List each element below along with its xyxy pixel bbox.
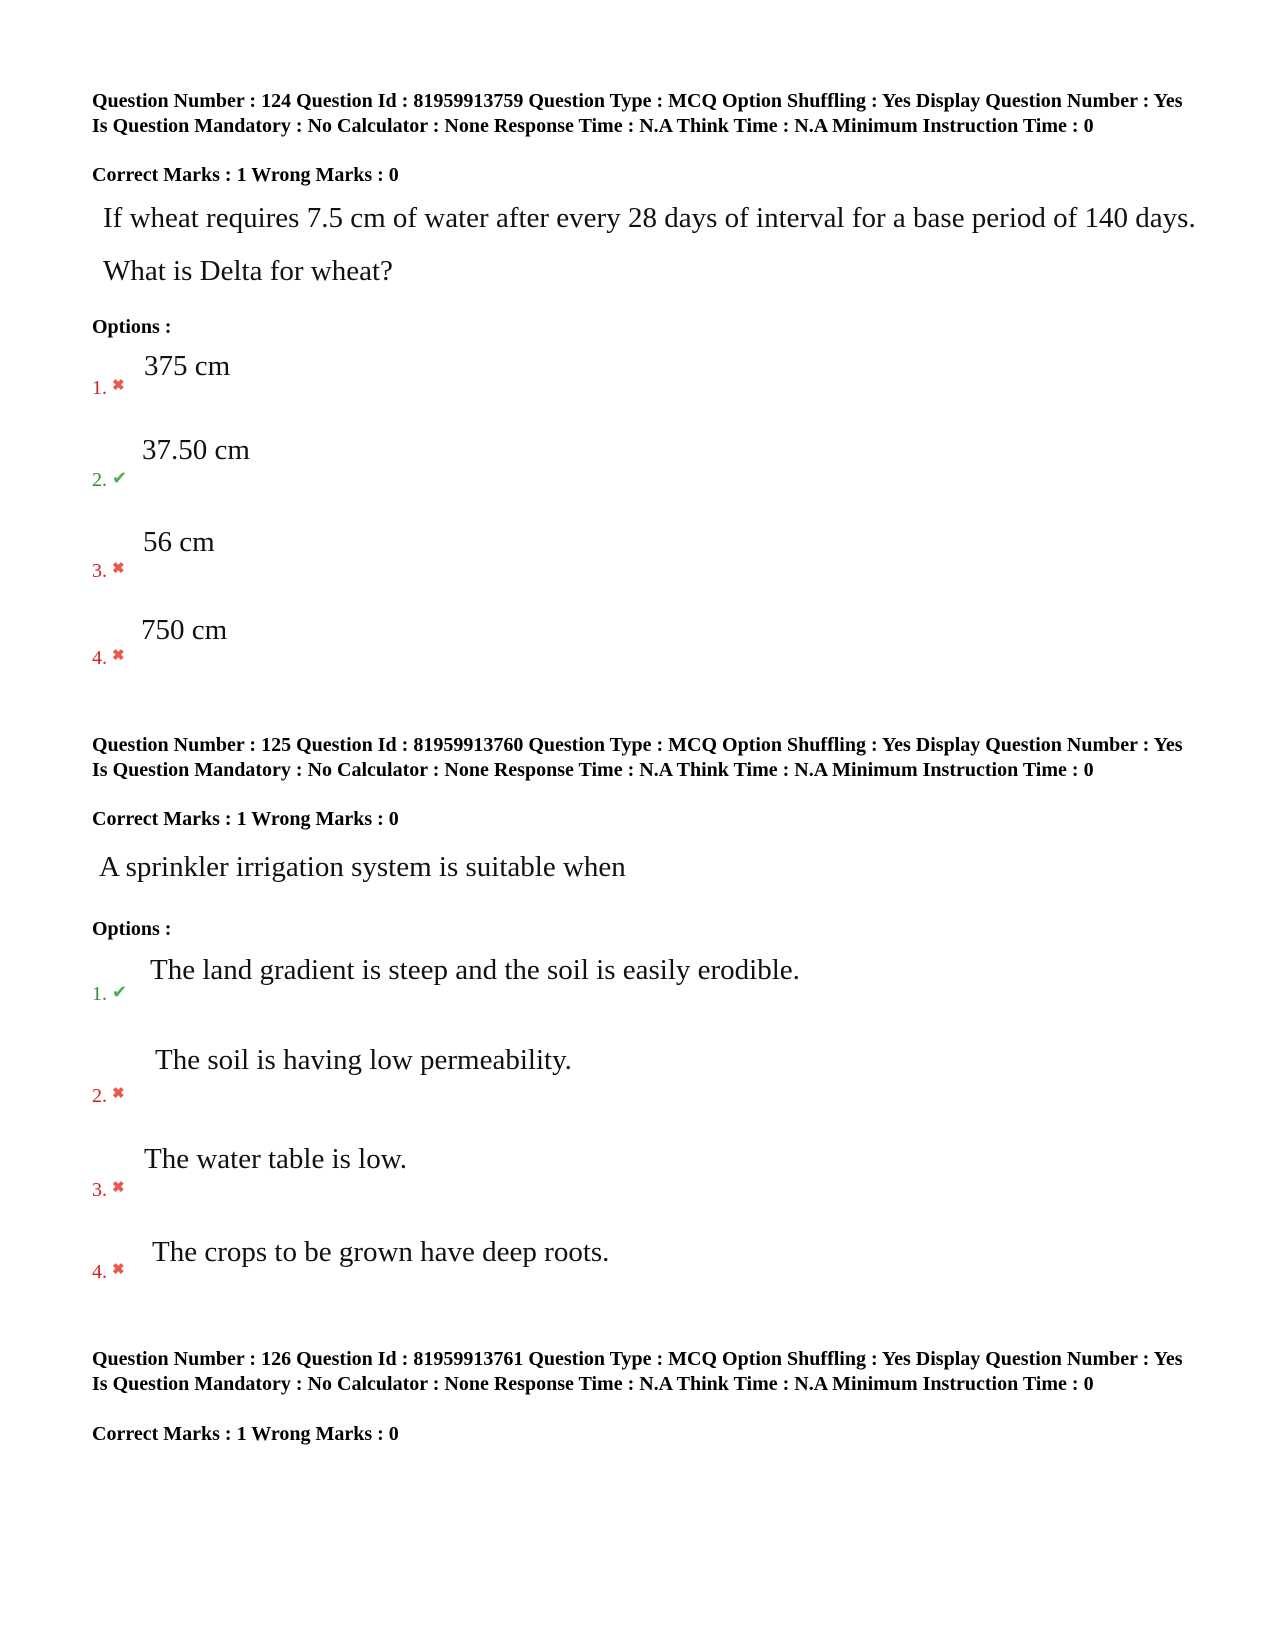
question-marks: Correct Marks : 1 Wrong Marks : 0 [92, 808, 399, 830]
option-text: The land gradient is steep and the soil is easily erodible. [150, 954, 800, 986]
question-meta: Question Number : 125 Question Id : 81959913760 Question Type : MCQ Option Shuffling : Yes Display Question Number : Yes Is Question Mandatory : No Calculator : None Response Time : N.A Think Time : N.A Minimum Instruction Time : 0 [92, 734, 1183, 781]
question-marks: Correct Marks : 1 Wrong Marks : 0 [92, 1423, 399, 1445]
option-text: 750 cm [141, 614, 228, 646]
check-icon: ✔ [112, 468, 128, 488]
option-number: 3. ✖ [92, 1179, 125, 1201]
check-icon: ✔ [112, 982, 128, 1002]
options-label: Options : [92, 918, 172, 940]
options-label: Options : [92, 316, 172, 338]
cross-icon: ✖ [112, 648, 125, 664]
question-marks: Correct Marks : 1 Wrong Marks : 0 [92, 164, 399, 186]
question-text: If wheat requires 7.5 cm of water after every 28 days of interval for a base period of 140 days. What is Delta for wheat? [103, 202, 1196, 287]
option-number: 2. ✖ [92, 1085, 125, 1107]
option-text: The water table is low. [144, 1143, 408, 1175]
cross-icon: ✖ [112, 1180, 125, 1196]
option-number: 1. ✖ [92, 377, 125, 399]
option-number: 4. ✖ [92, 1261, 125, 1283]
cross-icon: ✖ [112, 378, 125, 394]
option-number: 1. ✔ [92, 982, 128, 1005]
question-text: A sprinkler irrigation system is suitable when [99, 851, 626, 883]
option-number: 4. ✖ [92, 647, 125, 669]
option-number: 3. ✖ [92, 560, 125, 582]
option-text: The crops to be grown have deep roots. [152, 1236, 610, 1268]
cross-icon: ✖ [112, 1262, 125, 1278]
question-meta: Question Number : 124 Question Id : 81959913759 Question Type : MCQ Option Shuffling : Yes Display Question Number : Yes Is Question Mandatory : No Calculator : None Response Time : N.A Think Time : N.A Minimum Instruction Time : 0 [92, 90, 1183, 137]
option-text: The soil is having low permeability. [155, 1044, 572, 1076]
question-meta: Question Number : 126 Question Id : 81959913761 Question Type : MCQ Option Shuffling : Yes Display Question Number : Yes Is Question Mandatory : No Calculator : None Response Time : N.A Think Time : N.A Minimum Instruction Time : 0 [92, 1348, 1183, 1395]
cross-icon: ✖ [112, 561, 125, 577]
option-number: 2. ✔ [92, 468, 128, 491]
option-text: 375 cm [144, 350, 231, 382]
option-text: 37.50 cm [142, 434, 250, 466]
cross-icon: ✖ [112, 1086, 125, 1102]
option-text: 56 cm [143, 526, 215, 558]
